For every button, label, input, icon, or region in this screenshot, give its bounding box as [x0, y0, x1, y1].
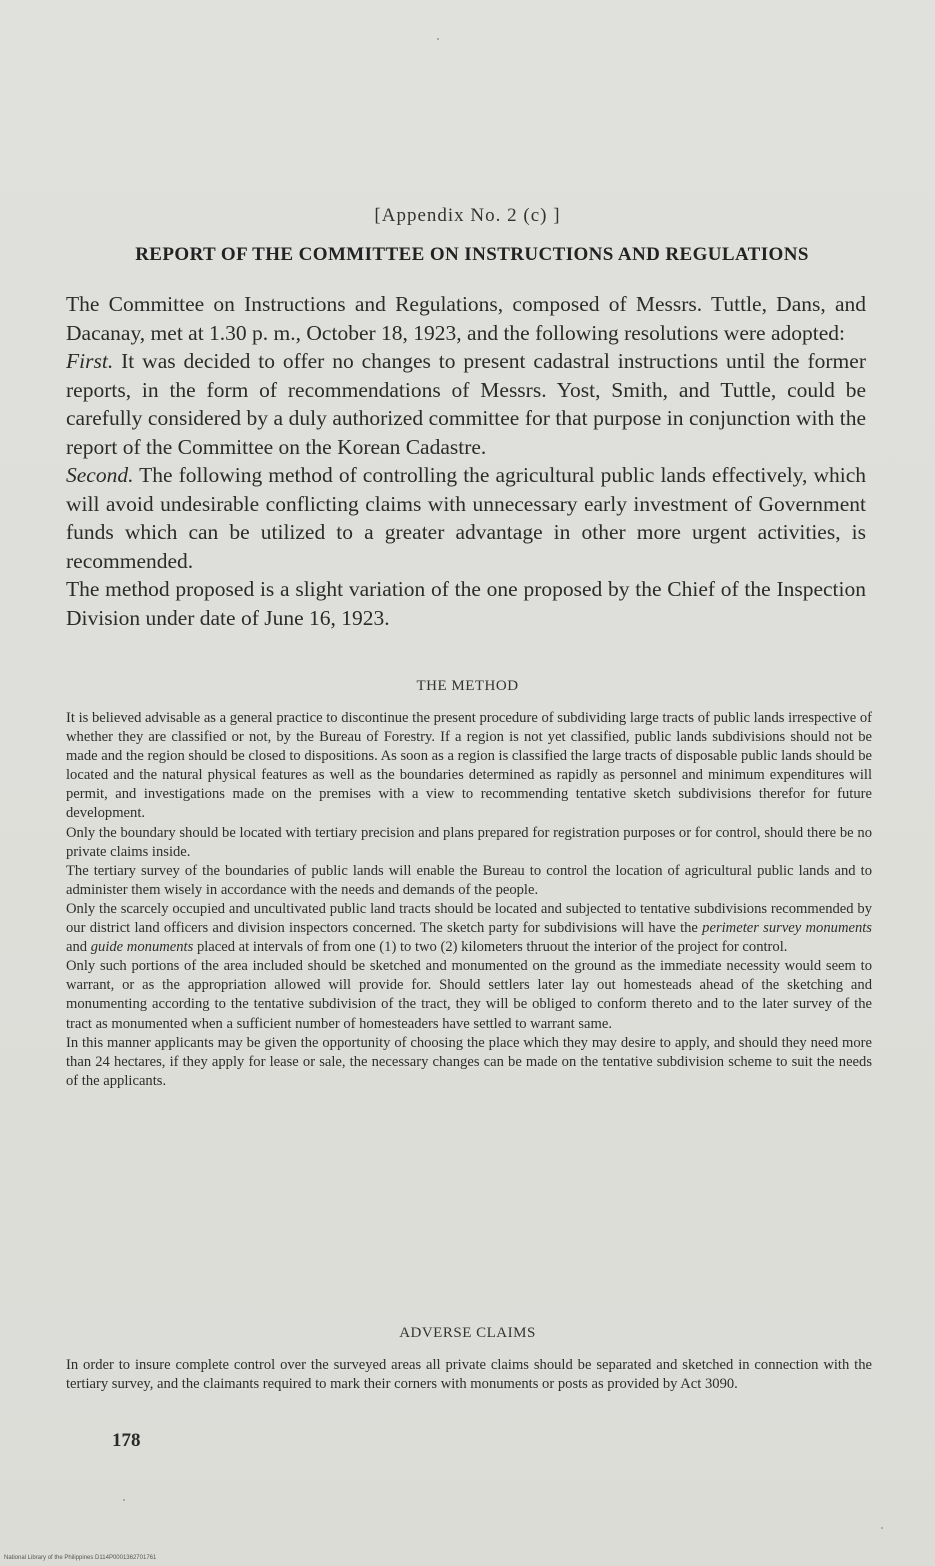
adverse-claims-heading: ADVERSE CLAIMS — [399, 1325, 536, 1341]
method-p4-text-c: placed at intervals of from one (1) to two (2) kilometers thruout the interior of the project for control. — [193, 939, 788, 956]
adverse-claims-section — [66, 1356, 872, 1394]
first-text: It was decided to offer no changes to present cadastral instructions until the former reports, in the form of recommendations of Messrs. Yost, Smith, and Tuttle, could be carefully considered by a duly authorized committee for that purpose in conjunction with the report of the Committee on the Korean Cadastre. — [66, 349, 866, 459]
method-p4-italic-1: perimeter survey monuments — [702, 920, 872, 937]
method-p4-text-b: and — [66, 939, 91, 956]
method-paragraph-3: The tertiary survey of the boundaries of public lands will enable the Bureau to control the location of agricultural public lands and to administer them wisely in accordance with the needs and demands of the people. — [66, 862, 872, 898]
method-paragraph-6: In this manner applicants may be given the opportunity of choosing the place which they may desire to apply, and should they need more than 24 hectares, if they apply for lease or sale, the necessary changes can be made on the tentative subdivision scheme to suit the needs of the applicants. — [66, 1034, 872, 1089]
method-paragraph-4 — [66, 900, 872, 957]
page-number: 178 — [112, 1430, 141, 1451]
method-p4-italic-2: guide monuments — [90, 939, 194, 956]
method-p4-text-a: Only the scarcely occupied and uncultivated public land tracts should be located and subjected to tentative subdivisions recommended by our district land officers and division inspectors concerned. The sketch party for subdivisions will have the — [66, 900, 872, 937]
second-text: The following method of controlling the agricultural public lands effectively, which will avoid undesirable conflicting claims with unnecessary early investment of Government funds which can be utilized to a greater advantage in other more urgent activities, is recommended. — [66, 463, 866, 573]
first-label: First. — [66, 349, 114, 373]
report-title: REPORT OF THE COMMITTEE ON INSTRUCTIONS AND REGULATIONS — [135, 244, 809, 265]
intro-paragraph-second — [66, 461, 866, 575]
intro-paragraph-1: The Committee on Instructions and Regulations, composed of Messrs. Tuttle, Dans, and Dacanay, met at 1.30 p. m., October 18, 1923, and the following resolutions were adopted: — [66, 292, 866, 345]
method-paragraph-5: Only such portions of the area included should be sketched and monumented on the ground as the immediate necessity would seem to warrant, or as the appropriation allowed will provide for. Should settlers later lay out homesteads ahead of the sketching and monumenting according to the tentative subdivision of the tract, they will be obliged to conform thereto and to the later survey of the tract as monumented when a sufficient number of homesteaders have settled to warrant same. — [66, 958, 872, 1032]
footer-credit: National Library of the Philippines D114P0001362701761 — [4, 1555, 157, 1561]
method-paragraph-1: It is believed advisable as a general practice to discontinue the present procedure of subdividing large tracts of public lands irrespective of whether they are classified or not, by the Bureau of Forestry. If a region is not yet classified, public lands subdivisions should not be made and the region should be closed to dispositions. As soon as a region is classified the large tracts of disposable public lands should be located and the natural physical features as well as the boundaries determined as rapidly as personnel and minimum expenditures will permit, and investigations made on the premises with a view to recommending tentative sketch subdivisions therefor for future development. — [66, 710, 872, 822]
scan-speck — [123, 1499, 125, 1501]
method-section — [66, 709, 872, 1091]
method-heading: THE METHOD — [416, 678, 519, 694]
adverse-paragraph-1: In order to insure complete control over the surveyed areas all private claims should be separated and sketched in connection with the tertiary survey, and the claimants required to mark their corners with monuments or posts as provided by Act 3090. — [66, 1357, 872, 1393]
intro-paragraph-first — [66, 347, 866, 461]
second-label: Second. — [66, 463, 134, 487]
intro-paragraph-4: The method proposed is a slight variation of the one proposed by the Chief of the Inspection Division under date of June 16, 1923. — [66, 577, 866, 630]
scan-speck — [881, 1527, 883, 1529]
intro-section — [66, 290, 866, 632]
scan-speck — [437, 38, 439, 40]
method-paragraph-2: Only the boundary should be located with tertiary precision and plans prepared for registration purposes or for control, should there be no private claims inside. — [66, 824, 872, 860]
appendix-label: [Appendix No. 2 (c) ] — [374, 205, 561, 226]
